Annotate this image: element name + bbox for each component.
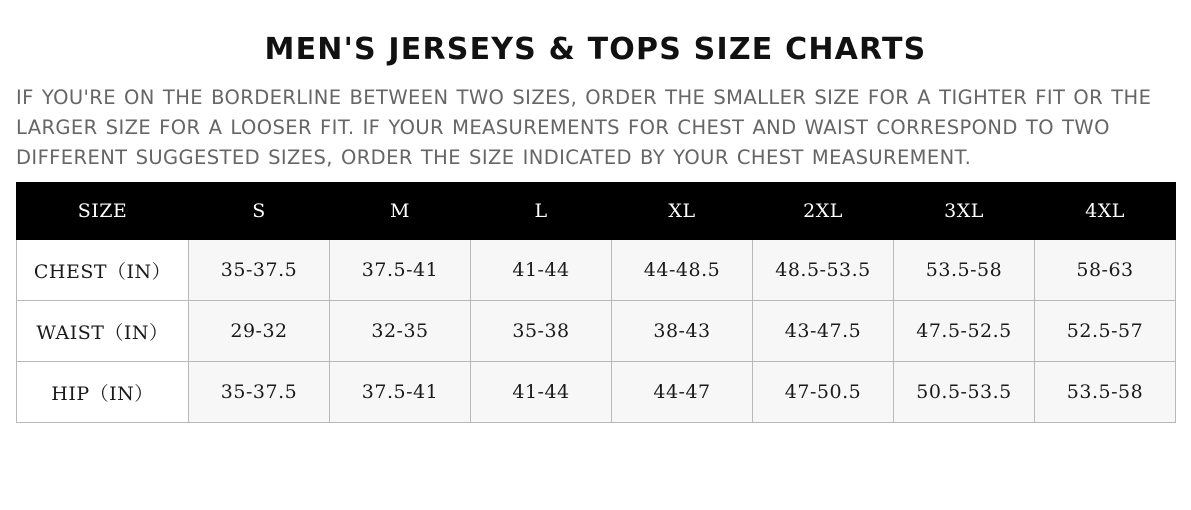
column-header-l: L <box>471 183 612 240</box>
size-chart-table <box>16 182 1176 423</box>
cell-chest-l: 41-44 <box>471 240 612 301</box>
cell-hip-xl: 44-47 <box>612 362 753 423</box>
cell-hip-s: 35-37.5 <box>189 362 330 423</box>
column-header-4xl: 4XL <box>1035 183 1176 240</box>
cell-waist-3xl: 47.5-52.5 <box>894 301 1035 362</box>
table-row <box>17 301 1176 362</box>
cell-hip-l: 41-44 <box>471 362 612 423</box>
cell-hip-2xl: 47-50.5 <box>753 362 894 423</box>
row-label-hip: HIP（IN） <box>17 362 189 423</box>
cell-waist-s: 29-32 <box>189 301 330 362</box>
table-header <box>17 183 1176 240</box>
size-chart-table-wrap <box>0 172 1191 423</box>
row-label-chest: CHEST（IN） <box>17 240 189 301</box>
cell-hip-4xl: 53.5-58 <box>1035 362 1176 423</box>
cell-chest-xl: 44-48.5 <box>612 240 753 301</box>
column-header-3xl: 3XL <box>894 183 1035 240</box>
cell-waist-2xl: 43-47.5 <box>753 301 894 362</box>
intro-paragraph: IF YOU'RE ON THE BORDERLINE BETWEEN TWO SIZES, ORDER THE SMALLER SIZE FOR A TIGHTER FIT OR THE LARGER SIZE FOR A LOOSER FIT. IF YOUR MEASUREMENTS FOR CHEST AND WAIST CORRESPOND TO TWO DIFFERENT SUGGESTED SIZES, ORDER THE SIZE INDICATED BY YOUR CHEST MEASUREMENT. <box>16 86 1152 169</box>
column-header-xl: XL <box>612 183 753 240</box>
page-title: MEN'S JERSEYS & TOPS SIZE CHARTS <box>264 32 927 67</box>
cell-chest-m: 37.5-41 <box>330 240 471 301</box>
cell-hip-m: 37.5-41 <box>330 362 471 423</box>
column-header-m: M <box>330 183 471 240</box>
row-label-waist: WAIST（IN） <box>17 301 189 362</box>
table-row <box>17 240 1176 301</box>
table-header-row <box>17 183 1176 240</box>
table-body <box>17 240 1176 423</box>
cell-chest-s: 35-37.5 <box>189 240 330 301</box>
cell-waist-4xl: 52.5-57 <box>1035 301 1176 362</box>
cell-waist-l: 35-38 <box>471 301 612 362</box>
cell-waist-m: 32-35 <box>330 301 471 362</box>
cell-waist-xl: 38-43 <box>612 301 753 362</box>
cell-chest-2xl: 48.5-53.5 <box>753 240 894 301</box>
column-header-s: S <box>189 183 330 240</box>
column-header-size: SIZE <box>17 183 189 240</box>
cell-hip-3xl: 50.5-53.5 <box>894 362 1035 423</box>
cell-chest-4xl: 58-63 <box>1035 240 1176 301</box>
table-row <box>17 362 1176 423</box>
column-header-2xl: 2XL <box>753 183 894 240</box>
cell-chest-3xl: 53.5-58 <box>894 240 1035 301</box>
